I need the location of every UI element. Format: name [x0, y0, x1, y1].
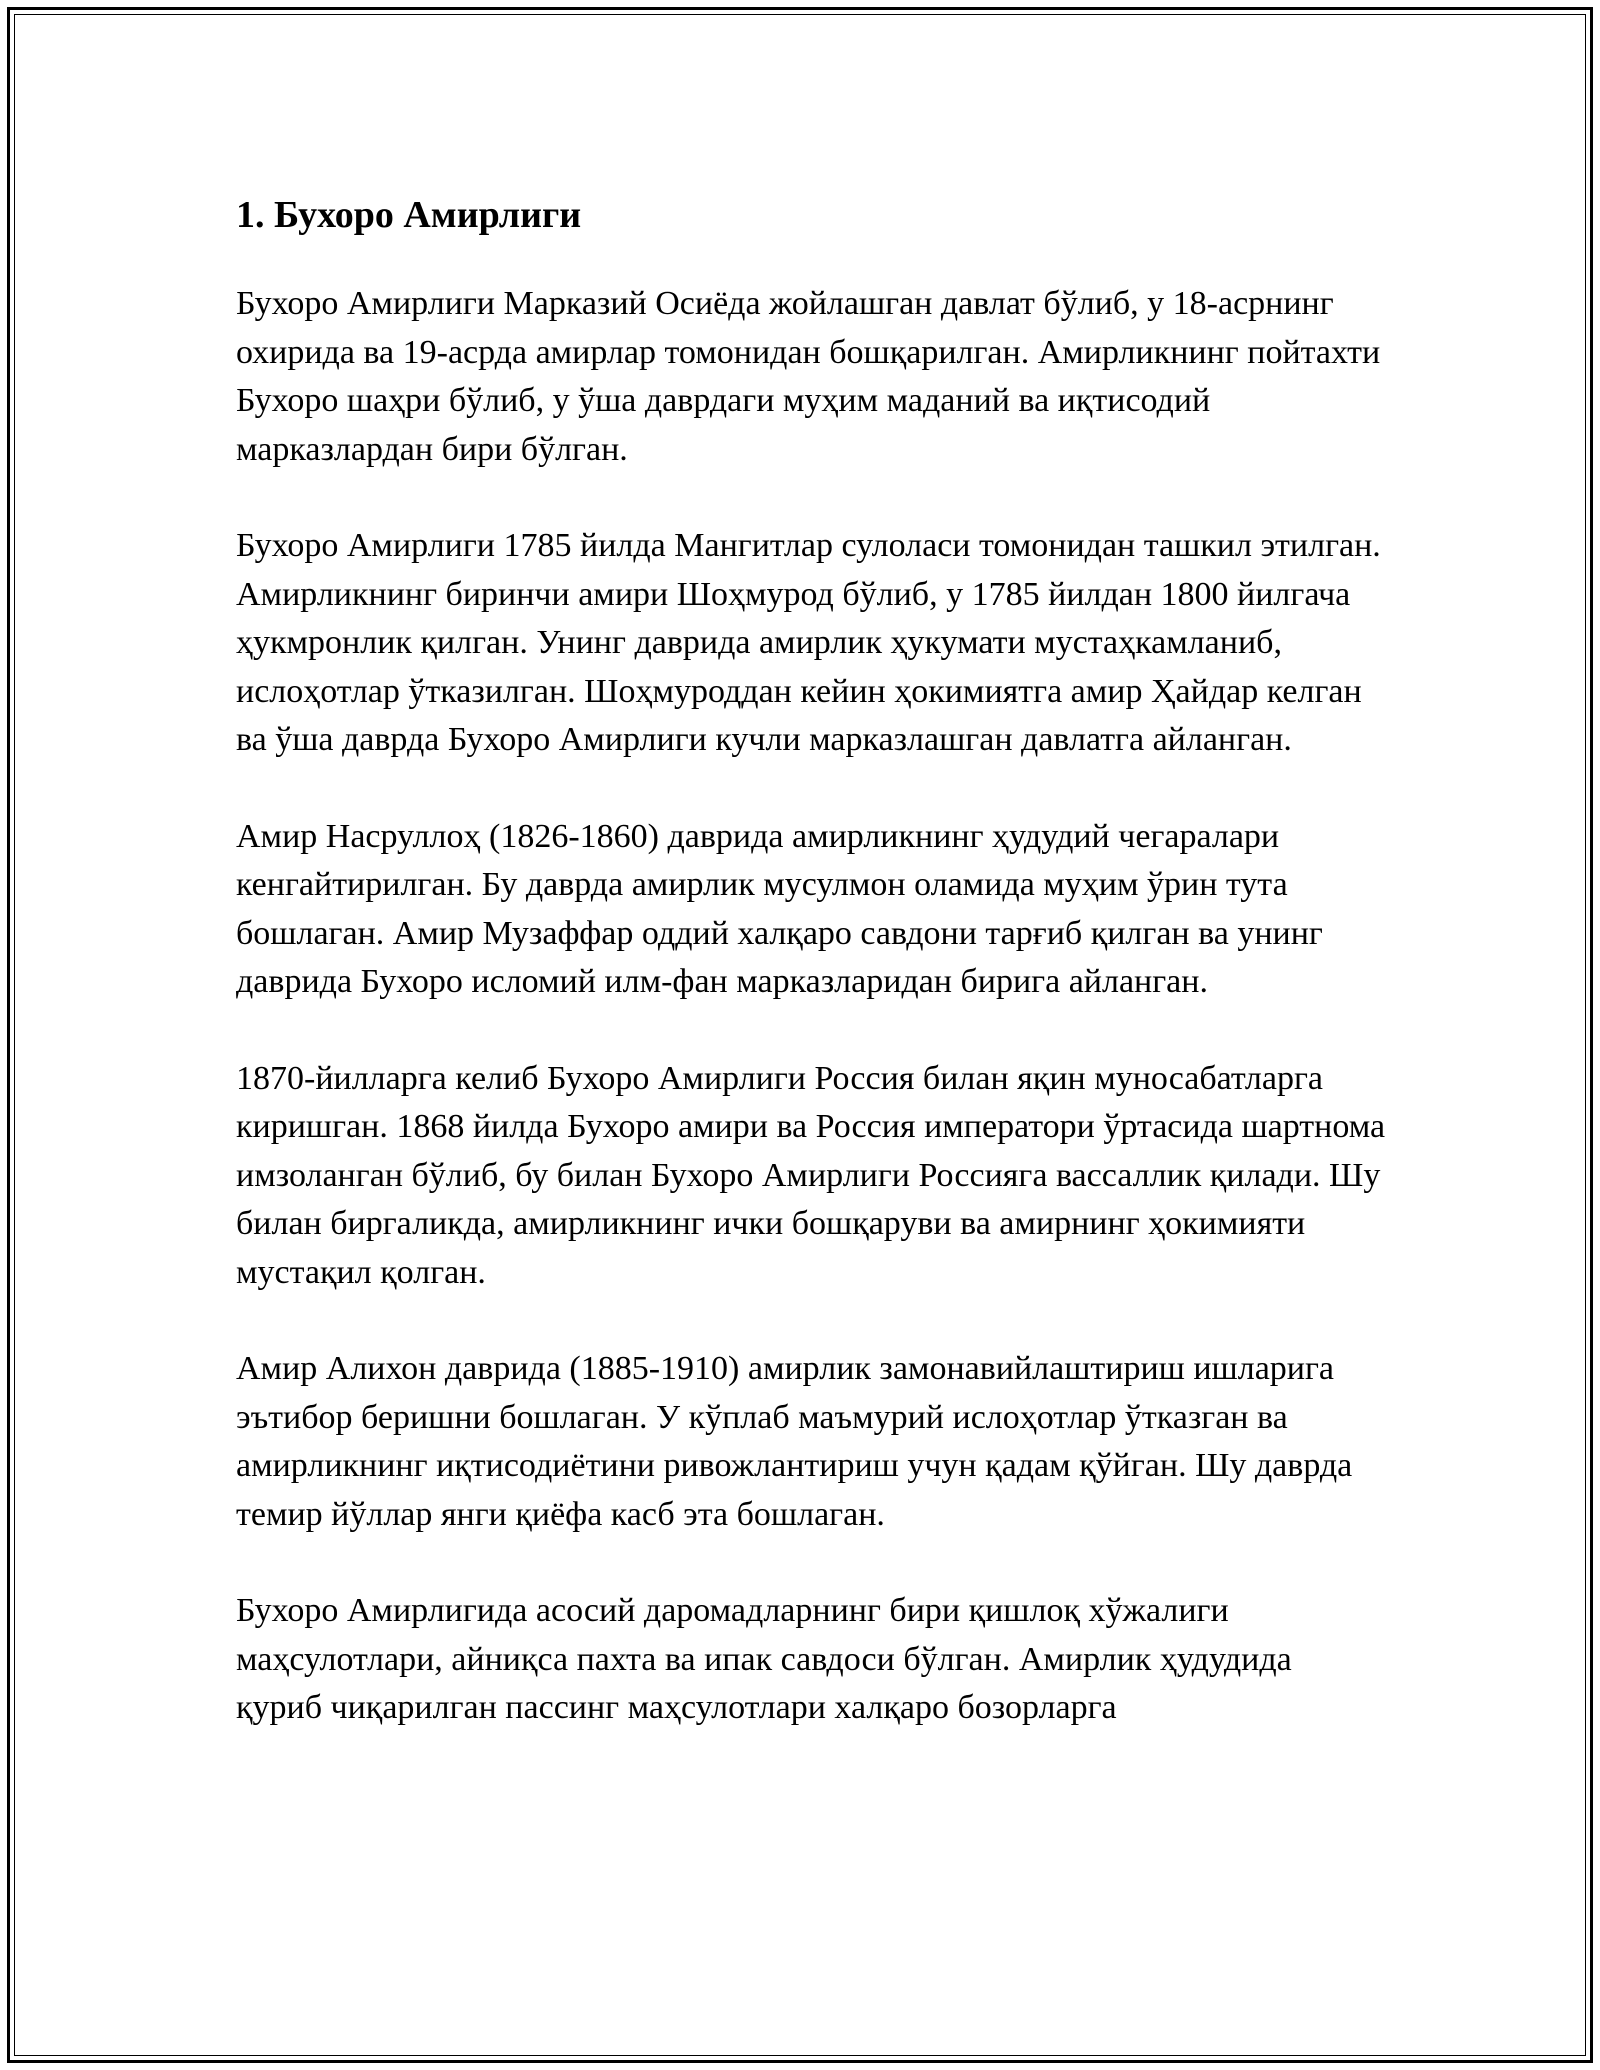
paragraph-2: Бухоро Амирлиги 1785 йилда Мангитлар сулоласи томонидан ташкил этилган. Амирликнинг биринчи амири Шоҳмурод бўлиб, у 1785 йилдан 1800 йилгача ҳукмронлик қилган. Унинг даврида амирлик ҳукумати мустаҳкамланиб, ислоҳотлар ўтказилган. Шоҳмуроддан кейин ҳокимиятга амир Ҳайдар келган ва ўша даврда Бухоро Амирлиги кучли марказлашган давлатга айланган.: [236, 527, 1381, 758]
paragraph-3: Амир Насруллоҳ (1826-1860) даврида амирликнинг ҳудудий чегаралари кенгайтирилган. Бу даврда амирлик мусулмон оламида муҳим ўрин тута бошлаган. Амир Музаффар оддий халқаро савдони тарғиб қилган ва унинг даврида Бухоро исломий илм-фан марказларидан бирига айланган.: [236, 817, 1323, 1000]
paragraph-1: Бухоро Амирлиги Марказий Осиёда жойлашган давлат бўлиб, у 18-асрнинг охирида ва 19-асрда амирлар томонидан бошқарилган. Амирликнинг пойтахти Бухоро шаҳри бўлиб, у ўша даврдаги муҳим маданий ва иқтисодий марказлардан бири бўлган.: [236, 285, 1381, 468]
document-body: [236, 180, 1386, 1781]
paragraph-4: 1870-йилларга келиб Бухоро Амирлиги Россия билан яқин муносабатларга киришган. 1868 йилда Бухоро амири ва Россия императори ўртасида шартнома имзоланган бўлиб, бу билан Бухоро Амирлиги Россияга вассаллик қилади. Шу билан биргаликда, амирликнинг ички бошқаруви ва амирнинг ҳокимияти мустақил қолган.: [236, 1059, 1386, 1291]
paragraph-5: Амир Алихон даврида (1885-1910) амирлик замонавийлаштириш ишларига эътибор беришни бошлаган. У кўплаб маъмурий ислоҳотлар ўтказган ва амирликнинг иқтисодиётини ривожлантириш учун қадам қўйган. Шу даврда темир йўллар янги қиёфа касб эта бошлаган.: [236, 1350, 1353, 1533]
paragraph-6: Бухоро Амирлигида асосий даромадларнинг бири қишлоқ хўжалиги маҳсулотлари, айниқса пахта ва ипак савдоси бўлган. Амирлик ҳудудида қуриб чиқарилган пассинг маҳсулотлари халқаро бозорларга: [236, 1592, 1292, 1726]
section-heading: 1. Бухоро Амирлиги: [236, 194, 582, 236]
